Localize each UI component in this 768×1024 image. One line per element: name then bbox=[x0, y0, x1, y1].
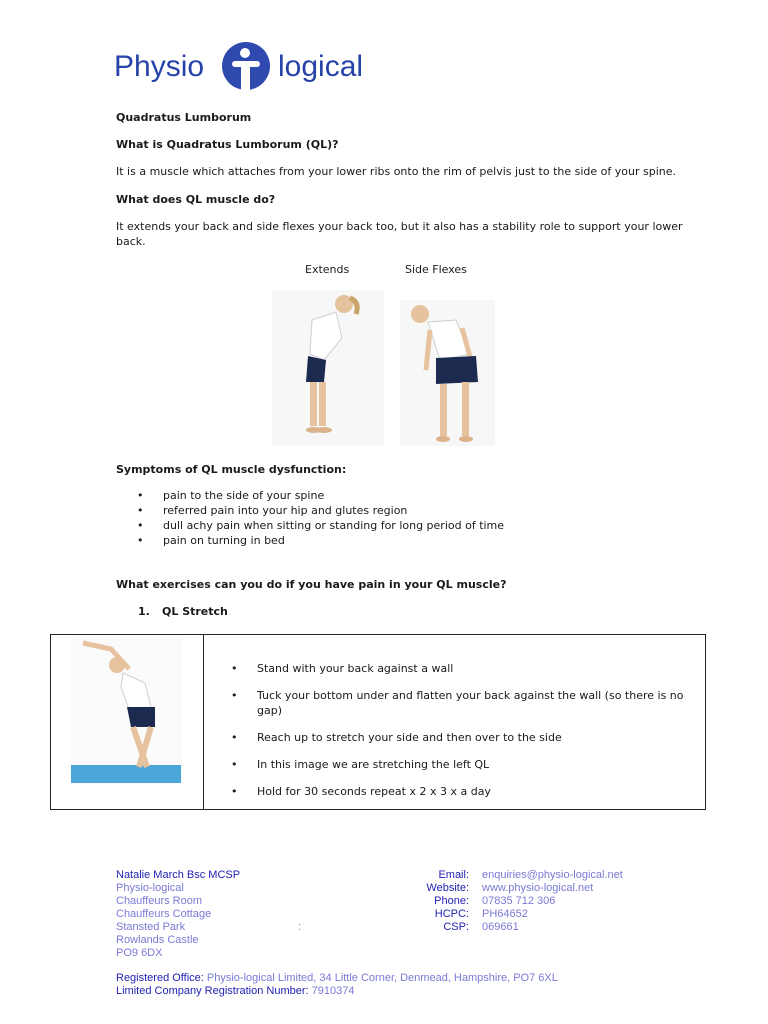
footer-address-line: Chauffeurs Cottage bbox=[116, 908, 212, 920]
list-item: • pain to the side of your spine bbox=[137, 488, 504, 503]
ql-stretch-photo bbox=[71, 635, 183, 785]
table-divider bbox=[203, 635, 204, 809]
caption-side-flexes: Side Flexes bbox=[405, 263, 467, 276]
hcpc-label: HCPC: bbox=[434, 908, 469, 920]
company-registration-label: Limited Company Registration Number: bbox=[116, 985, 309, 997]
logo-word-left: Physio bbox=[114, 50, 205, 83]
footer-contact-values bbox=[482, 869, 623, 934]
footer-address-line: Rowlands Castle bbox=[116, 934, 199, 946]
logo-word-right: logical bbox=[278, 50, 364, 83]
list-item: • Reach up to stretch your side and then over to the side bbox=[231, 730, 705, 745]
footer-address-block bbox=[116, 869, 240, 960]
list-item: • referred pain into your hip and glutes region bbox=[137, 503, 504, 518]
exercise-title: QL Stretch bbox=[162, 605, 228, 618]
email-label: Email: bbox=[438, 869, 469, 881]
extends-photo bbox=[272, 290, 384, 446]
footer-address-line: PO9 6DX bbox=[116, 947, 163, 959]
question-what-does-ql-do: What does QL muscle do? bbox=[116, 193, 276, 206]
answer-line-2: back. bbox=[116, 235, 146, 248]
answer-line-1: It extends your back and side flexes your back too, but it also has a stability role to support your lower bbox=[116, 220, 683, 233]
exercise-number: 1. bbox=[138, 605, 150, 618]
hcpc-value: PH64652 bbox=[482, 908, 528, 920]
csp-value: 069661 bbox=[482, 921, 519, 933]
website-link[interactable]: www.physio-logical.net bbox=[482, 882, 594, 894]
list-item: • In this image we are stretching the left QL bbox=[231, 757, 705, 772]
company-registration-value: 7910374 bbox=[311, 985, 355, 997]
footer-address-line: Stansted Park bbox=[116, 921, 186, 933]
caption-extends: Extends bbox=[305, 263, 350, 276]
list-item: • Tuck your bottom under and flatten your back against the wall (so there is no gap) bbox=[231, 688, 705, 718]
list-item: • dull achy pain when sitting or standing for long period of time bbox=[137, 518, 504, 533]
company-registration bbox=[116, 985, 354, 998]
registered-office bbox=[116, 972, 558, 985]
page-title: Quadratus Lumborum bbox=[116, 111, 252, 124]
list-item: • Stand with your back against a wall bbox=[231, 661, 705, 676]
symptoms-title: Symptoms of QL muscle dysfunction: bbox=[116, 463, 347, 476]
website-label: Website: bbox=[426, 882, 469, 894]
footer-contact-labels bbox=[380, 869, 469, 934]
registered-office-label: Registered Office: bbox=[116, 972, 204, 984]
footer-colon: : bbox=[298, 921, 302, 933]
answer-what-is-ql: It is a muscle which attaches from your lower ribs onto the rim of pelvis just to the side of your spine. bbox=[116, 165, 677, 178]
question-what-is-ql: What is Quadratus Lumborum (QL)? bbox=[116, 138, 339, 151]
footer-address-line: Chauffeurs Room bbox=[116, 895, 203, 907]
footer-name: Natalie March Bsc MCSP bbox=[116, 869, 241, 881]
registered-office-value: Physio-logical Limited, 34 Little Corner, Denmead, Hampshire, PO7 6XL bbox=[206, 972, 558, 984]
email-link[interactable]: enquiries@physio-logical.net bbox=[482, 869, 623, 881]
exercise-table bbox=[50, 634, 706, 810]
list-item: • Hold for 30 seconds repeat x 2 x 3 x a day bbox=[231, 784, 705, 799]
exercises-question: What exercises can you do if you have pain in your QL muscle? bbox=[116, 578, 507, 591]
exercise-steps bbox=[231, 661, 705, 811]
footer-address-line: Physio-logical bbox=[116, 882, 184, 894]
symptoms-list bbox=[137, 488, 504, 548]
physio-logical-logo bbox=[114, 40, 384, 98]
csp-label: CSP: bbox=[443, 921, 469, 933]
logo-i-icon bbox=[222, 42, 270, 90]
side-flexes-photo bbox=[400, 300, 495, 446]
phone-value: 07835 712 306 bbox=[482, 895, 556, 907]
phone-label: Phone: bbox=[434, 895, 469, 907]
list-item: • pain on turning in bed bbox=[137, 533, 504, 548]
